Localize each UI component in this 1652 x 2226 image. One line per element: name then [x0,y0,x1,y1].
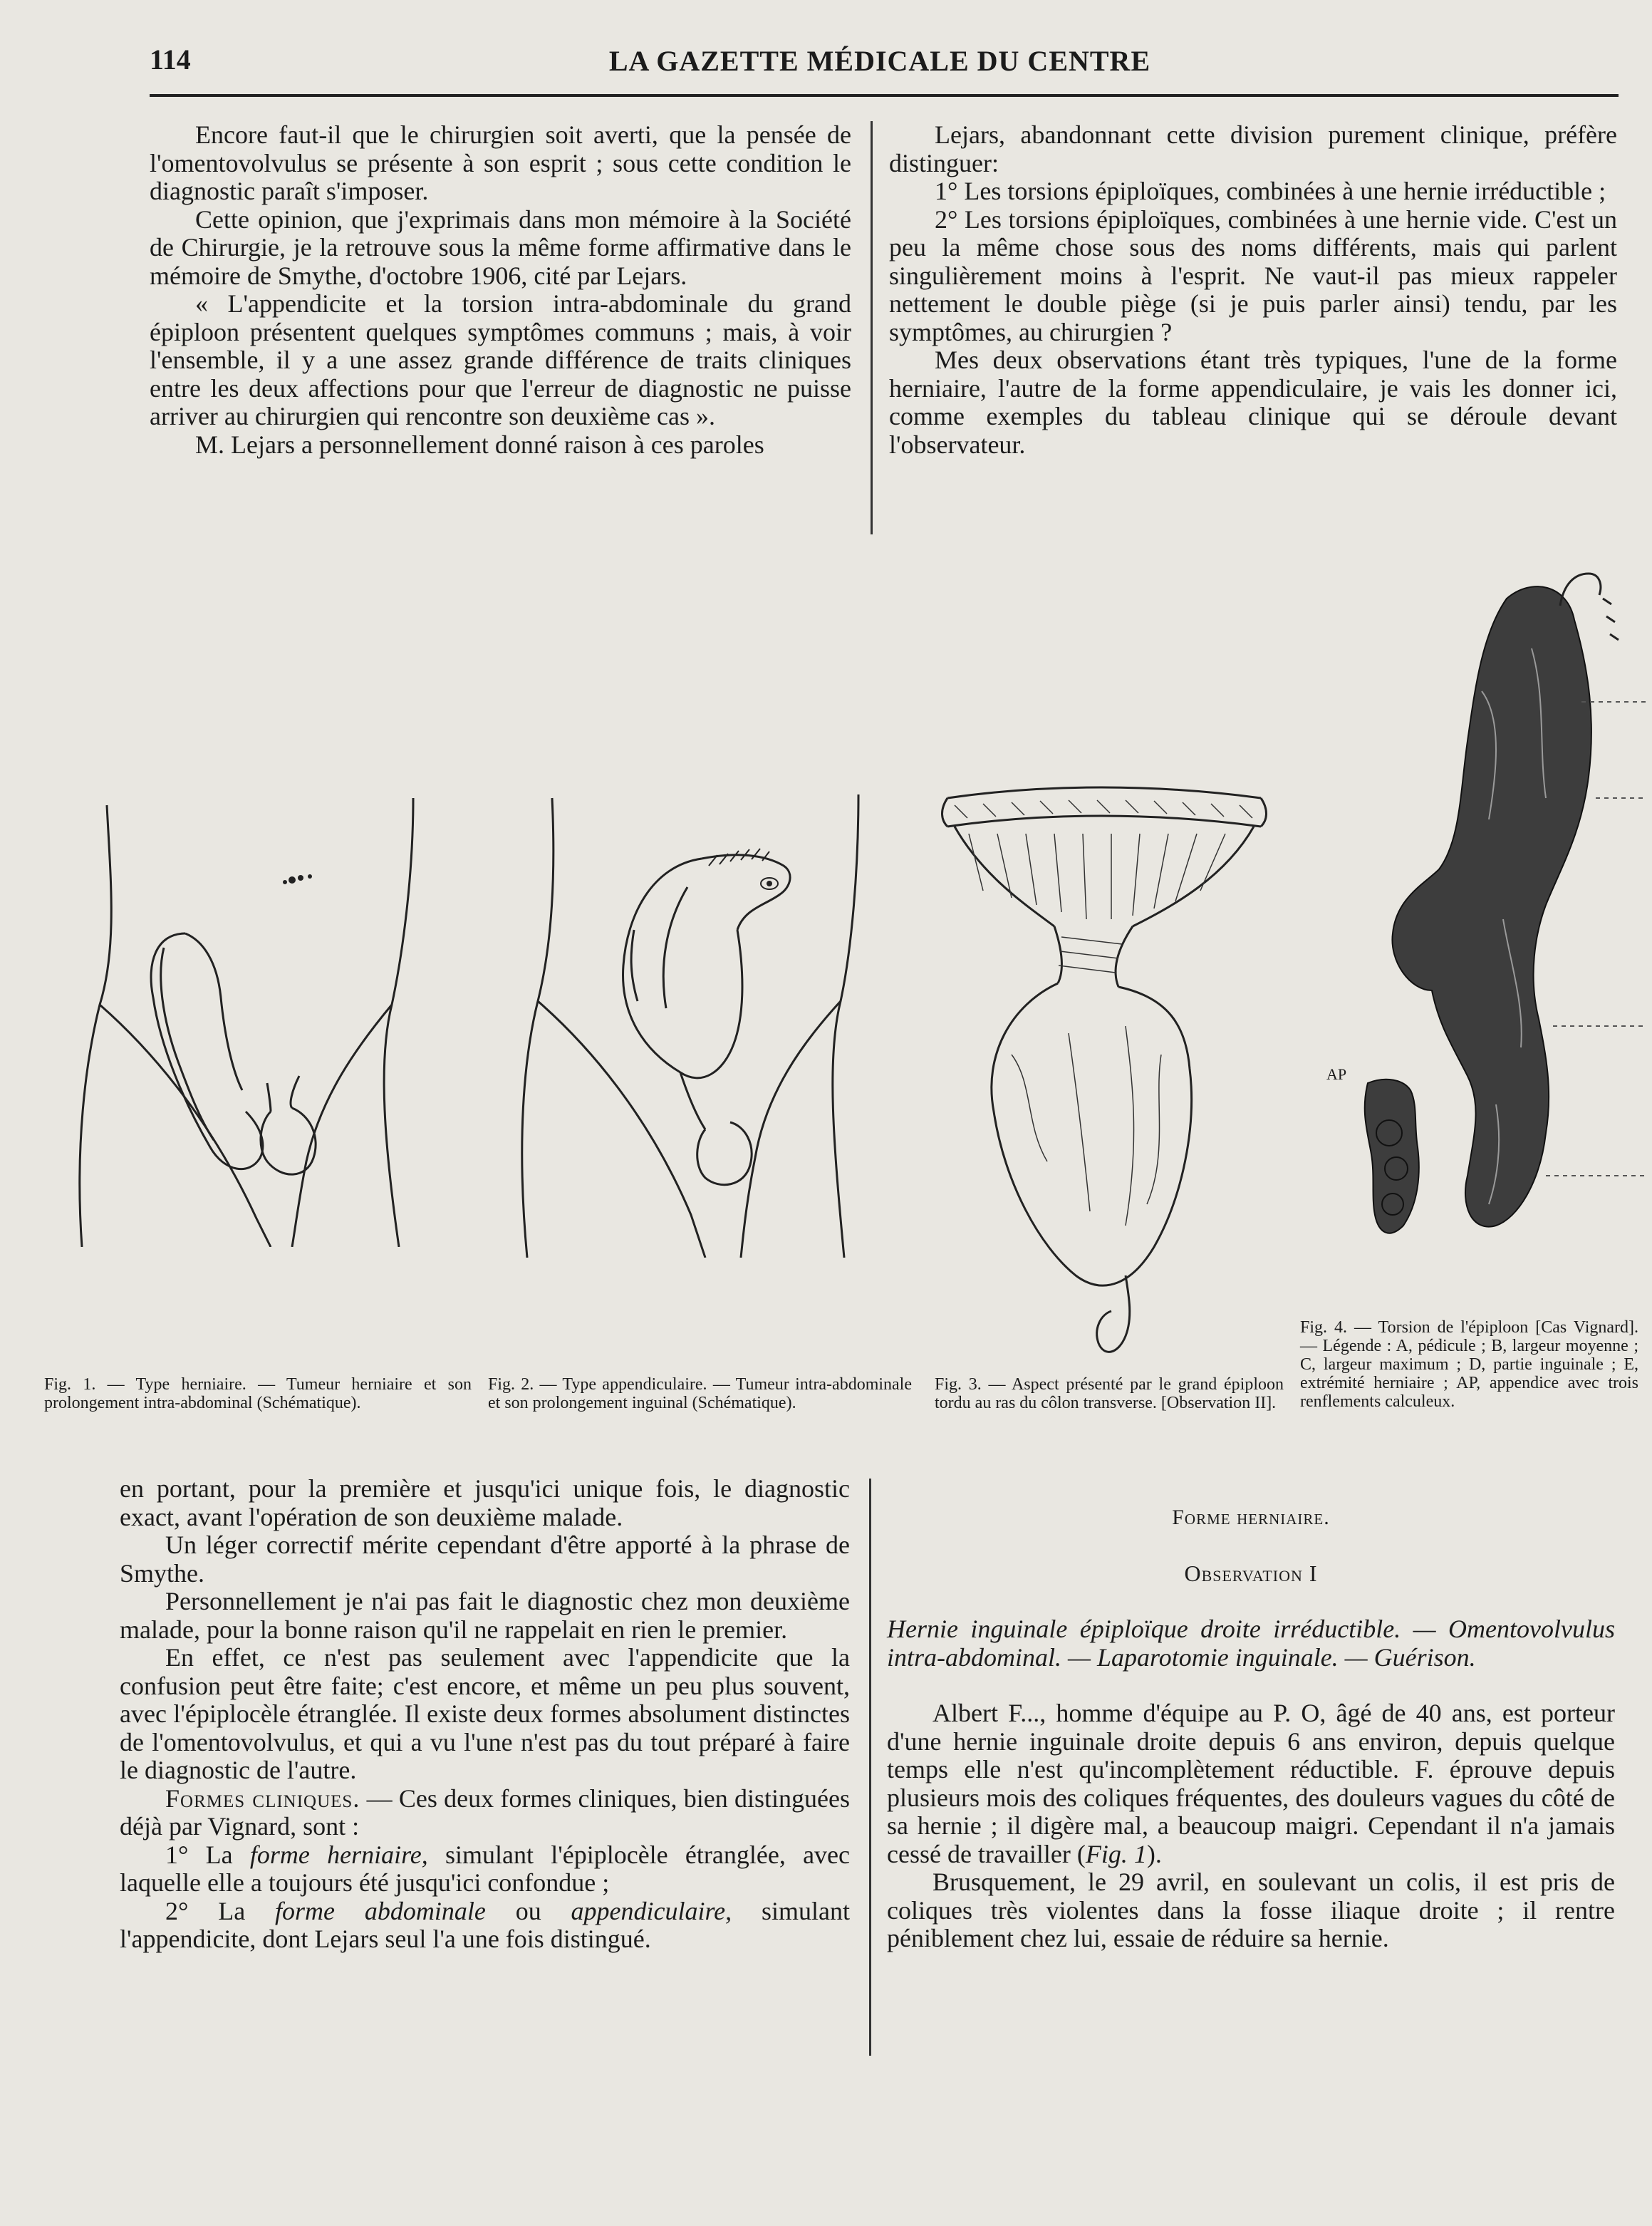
paragraph: Cette opinion, que j'exprimais dans mon mémoire à la Société de Chirurgie, je la retrouve sous la même forme affirmative dans le mémoire de Smythe, d'octobre 1906, cité par Lejars. [150,205,851,290]
figure-2-drawing [509,787,894,1258]
paragraph: En effet, ce n'est pas seulement avec l'appendicite que la confusion peut être faite; c'est encore, et même un peu plus souvent, avec l'épiplocèle étranglée. Il existe deux formes absolument distinctes de l'omentovolvulus, et qui a vu l'une n'est pas du tout préparé à faire le diagnostic de l'autre. [120,1643,850,1784]
paragraph: M. Lejars a personnellement donné raison à ces paroles [195,430,764,459]
paragraph: Formes cliniques. — Ces deux formes cliniques, bien distinguées déjà par Vignard, sont : [120,1784,850,1841]
clinical-forms-heading: Formes cliniques. [165,1784,360,1813]
fig4-label-ap: AP [1326,1065,1347,1083]
page-number: 114 [150,43,191,76]
quotation: « L'appendicite et la torsion intra-abdominale du grand épiploon présentent quelques symptômes communs ; mais, à voir l'ensemble, il y a une assez grande différence de traits cliniques entre les deux affections pour que l'erreur de diagnostic ne puisse arriver au chirurgien qui rencontre son deuxième cas ». [150,289,851,430]
figure-3-drawing [940,784,1268,1361]
paragraph: Un léger correctif mérite cependant d'être apporté à la phrase de Smythe. [120,1531,850,1588]
list-item: 1° La forme herniaire, simulant l'épiplocèle étranglée, avec laquelle elle a toujours été jusqu'ici confondue ; [120,1840,851,1897]
right-column-bottom [887,1503,1615,1953]
figure-1-drawing [78,791,442,1247]
list-item: 2° Les torsions épiploïques, combinées à une hernie vide. C'est un peu la même chose sous des noms différents, mais qui parlent singulièrement moins à l'esprit. Ne vaut-il pas mieux rappeler nettement le double piège (si je puis parler ainsi) tendu, par les symptômes, au chirurgien ? [889,205,1617,346]
right-column-top [889,121,1617,459]
paragraph: Lejars, abandonnant cette division purement clinique, préfère distinguer: [889,120,1617,177]
figure-4-drawing [1318,563,1646,1297]
paragraph: Personnellement je n'ai pas fait le diagnostic chez mon deuxième malade, pour la bonne raison qu'il ne rappelait en rien le premier. [120,1587,850,1644]
left-column-top [150,121,851,459]
page-header [150,43,1617,78]
figure-1-herniary-type [78,791,442,1247]
paragraph: Encore faut-il que le chirurgien soit averti, que la pensée de l'omentovolvulus se présente à son esprit ; sous cette condition le diagnostic paraît s'imposer. [150,120,851,205]
list-item: 2° La forme abdominale ou appendiculaire, simulant l'appendicite, dont Lejars seul l'a une fois distingué. [120,1896,851,1953]
column-divider-top [871,121,873,534]
figure-3-twisted-omentum [940,784,1268,1361]
list-item: 1° Les torsions épiploïques, combinées à une hernie irréductible ; [935,177,1606,205]
paragraph: Brusquement, le 29 avril, en soulevant un colis, il est pris de coliques très violentes dans la fosse iliaque droite ; il rentre péniblement chez lui, essaie de réduire sa hernie. [887,1868,1615,1952]
observation-title: Hernie inguinale épiploïque droite irréductible. — Omentovolvulus intra-abdominal. — Laparotomie inguinale. — Guérison. [887,1615,1615,1672]
figure-2-appendicular-type [509,787,894,1258]
header-rule [150,94,1619,97]
left-column-bottom [120,1475,850,1954]
observation-heading: Observation I [1184,1560,1318,1586]
journal-title: LA GAZETTE MÉDICALE DU CENTRE [608,45,1151,77]
figure-4-vignard-specimen [1318,563,1646,1297]
paragraph: en portant, pour la première et jusqu'ici unique fois, le diagnostic exact, avant l'opération de son deuxième malade. [120,1474,850,1531]
paragraph: Mes deux observations étant très typiques, l'une de la forme herniaire, l'autre de la forme appendiculaire, je vais les donner ici, comme exemples du tableau clinique qui se déroule devant l'observateur. [889,346,1617,459]
figure-1-caption: Fig. 1. — Type herniaire. — Tumeur herniaire et son prolongement intra-abdominal (Schématique). [44,1375,472,1412]
figure-3-caption: Fig. 3. — Aspect présenté par le grand épiploon tordu au ras du côlon transverse. [Observation II]. [935,1375,1284,1412]
figure-2-caption: Fig. 2. — Type appendiculaire. — Tumeur intra-abdominale et son prolongement inguinal (Schématique). [488,1375,912,1412]
column-divider-bottom [869,1479,871,2056]
section-heading: Forme herniaire. [1172,1506,1330,1529]
paragraph: Albert F..., homme d'équipe au P. O, âgé de 40 ans, est porteur d'une hernie inguinale droite depuis 6 ans environ, depuis quelque temps elle n'est qu'incomplètement réductible. F. éprouve depuis plusieurs mois des coliques fréquentes, des douleurs vagues du côté de sa hernie ; il digère mal, a beaucoup maigri. Cependant il n'a jamais cessé de travailler (Fig. 1). [887,1699,1615,1868]
figure-4-caption: Fig. 4. — Torsion de l'épiploon [Cas Vignard]. — Légende : A, pédicule ; B, largeur moyenne ; C, largeur maximum ; D, partie inguinale ; E, extrémité herniaire ; AP, appendice avec trois renflements calculeux. [1300,1318,1638,1411]
